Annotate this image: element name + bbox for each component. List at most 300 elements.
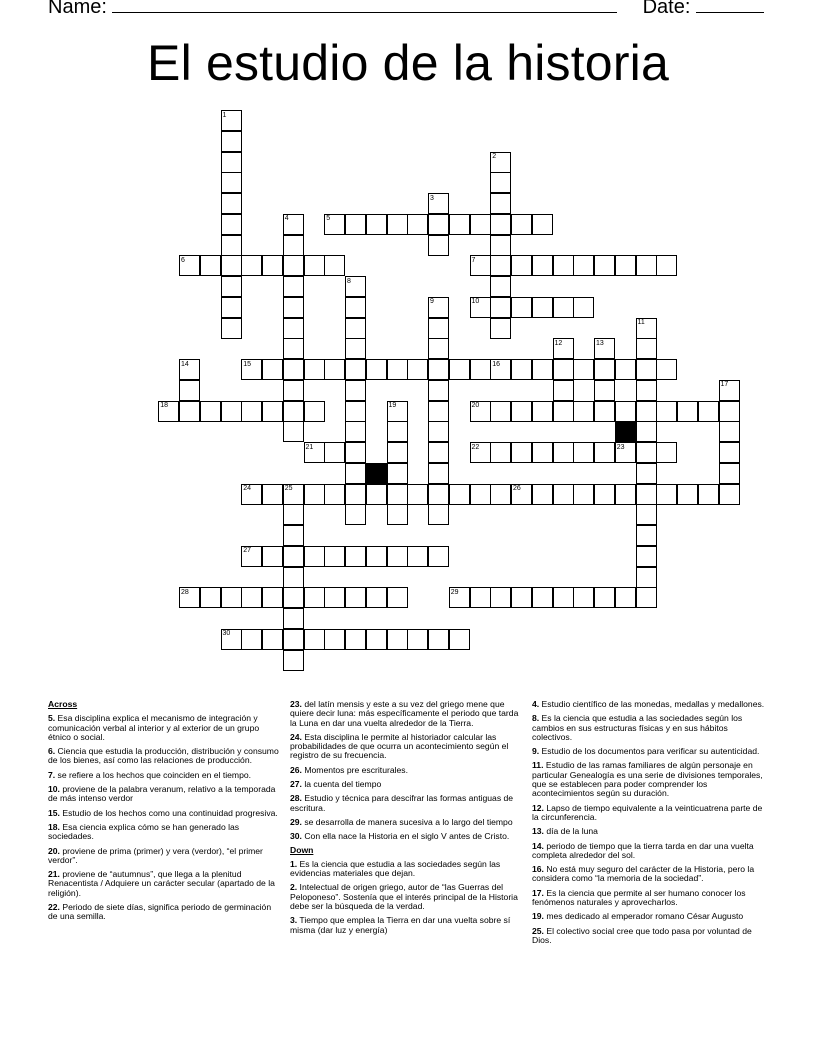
clue-text: Intelectual de origen griego, autor de “las Guerras del Peloponeso”. Sostenía que el interés principal de la Historia debe ser la búsqueda de la verdad. (290, 882, 518, 912)
grid-cell[interactable] (283, 276, 304, 297)
across-clue (48, 823, 280, 842)
grid-cell[interactable] (490, 255, 511, 276)
grid-cell[interactable] (573, 297, 594, 318)
clue-number: 12 (554, 339, 563, 347)
down-clue (532, 927, 768, 946)
clue-number: 13 (596, 339, 604, 347)
grid-cell[interactable] (407, 629, 428, 650)
clue-number: 23 (616, 443, 625, 451)
grid-cell[interactable] (283, 587, 304, 608)
grid-cell[interactable] (553, 359, 574, 380)
grid-cell[interactable] (345, 587, 366, 608)
grid-cell[interactable] (490, 587, 511, 608)
clue-number: 4. (532, 699, 540, 709)
grid-cell[interactable] (490, 442, 511, 463)
down-clue (532, 827, 768, 836)
grid-cell[interactable] (324, 359, 345, 380)
grid-cell[interactable] (345, 463, 366, 484)
clue-number: 27. (290, 779, 302, 790)
grid-cell[interactable] (553, 255, 574, 276)
clue-text: Estudio de los documentos para verificar su autenticidad. (539, 746, 760, 757)
clue-number: 29. (290, 816, 302, 827)
grid-cell[interactable] (366, 484, 387, 505)
grid-cell[interactable] (221, 255, 242, 276)
grid-cell[interactable] (636, 359, 657, 380)
grid-cell[interactable] (345, 504, 366, 525)
grid-cell[interactable] (241, 629, 262, 650)
grid-cell[interactable] (656, 255, 677, 276)
grid-cell[interactable] (241, 587, 262, 608)
grid-cell[interactable] (304, 359, 325, 380)
grid-cell[interactable] (283, 525, 304, 546)
grid-cell[interactable] (615, 484, 636, 505)
clue-number: 19 (388, 402, 397, 409)
grid-cell[interactable] (387, 546, 408, 567)
grid-cell[interactable] (283, 421, 304, 442)
grid-cell[interactable] (304, 629, 325, 650)
down-clue (532, 747, 768, 756)
grid-cell[interactable] (283, 401, 304, 422)
grid-cell[interactable] (366, 546, 387, 567)
clue-number: 15 (243, 360, 252, 368)
grid-cell[interactable] (532, 587, 553, 608)
grid-cell[interactable] (428, 338, 449, 359)
grid-cell[interactable] (656, 442, 677, 463)
clue-number: 3. (290, 915, 298, 926)
clue-number: 22 (471, 443, 480, 451)
across-clue (48, 785, 280, 804)
down-clue (532, 865, 768, 884)
clue-number: 14. (532, 840, 544, 851)
grid-cell[interactable] (221, 318, 242, 339)
grid-cell[interactable] (345, 318, 366, 339)
grid-cell[interactable] (304, 484, 325, 505)
grid-cell[interactable] (573, 401, 594, 422)
grid-cell[interactable] (304, 587, 325, 608)
clue-number: 11. (532, 760, 544, 771)
across-heading: Across (48, 699, 78, 709)
grid-cell[interactable] (262, 629, 283, 650)
clue-number: 9. (532, 746, 540, 757)
grid-cell[interactable] (698, 401, 719, 422)
grid-cell[interactable] (428, 629, 449, 650)
clue-number: 12. (532, 802, 544, 813)
grid-cell[interactable] (490, 318, 511, 339)
clue-number: 10. (48, 784, 60, 795)
grid-cell[interactable] (221, 401, 242, 422)
grid-cell[interactable] (387, 484, 408, 505)
grid-cell[interactable] (615, 255, 636, 276)
grid-cell[interactable] (490, 484, 511, 505)
grid-cell[interactable] (428, 235, 449, 256)
grid-cell[interactable] (470, 484, 491, 505)
grid-cell[interactable] (511, 214, 532, 235)
across-clue (290, 733, 522, 761)
grid-cell[interactable] (324, 442, 345, 463)
grid-cell[interactable] (387, 214, 408, 235)
grid-cell[interactable] (490, 276, 511, 297)
clue-number: 17. (532, 887, 544, 898)
grid-cell[interactable] (366, 587, 387, 608)
grid-cell[interactable] (366, 629, 387, 650)
grid-cell[interactable] (490, 172, 511, 193)
grid-cell[interactable] (407, 214, 428, 235)
clue-text: día de la luna (543, 826, 598, 837)
grid-cell[interactable] (490, 214, 511, 235)
grid-cell[interactable] (636, 525, 657, 546)
grid-cell[interactable] (656, 484, 677, 505)
clue-number: 7. (48, 769, 56, 780)
clue-number: 6 (181, 256, 185, 264)
grid-cell[interactable] (221, 152, 242, 173)
grid-cell[interactable] (615, 401, 636, 422)
clue-text: Esa disciplina explica el mecanismo de integración y comunicación verbal al interior y al exterior de un grupo étnico o social. (48, 713, 260, 742)
grid-cell[interactable] (283, 650, 304, 671)
grid-cell[interactable] (449, 359, 470, 380)
grid-cell[interactable] (221, 276, 242, 297)
clue-number: 30 (222, 630, 231, 638)
clue-column-3 (532, 700, 768, 950)
clue-number: 18. (48, 821, 60, 832)
across-clue (48, 870, 280, 898)
grid-cell[interactable] (490, 401, 511, 422)
grid-cell[interactable] (719, 401, 740, 422)
grid-cell[interactable] (262, 587, 283, 608)
grid-cell[interactable] (511, 255, 532, 276)
grid-cell[interactable] (719, 442, 740, 463)
grid-cell[interactable] (345, 629, 366, 650)
grid-cell[interactable] (449, 484, 470, 505)
grid-cell[interactable] (407, 484, 428, 505)
grid-cell[interactable] (636, 255, 657, 276)
clue-text: Periodo de siete días, significa periodo de germinación de una semilla. (48, 902, 272, 922)
clue-text: Estudio científico de las monedas, medallas y medallones. (539, 699, 765, 709)
clue-text: periodo de tiempo que la tierra tarda en dar una vuelta completa alrededor del sol. (532, 840, 754, 860)
grid-cell[interactable] (428, 318, 449, 339)
grid-cell[interactable] (636, 567, 657, 588)
across-clue (290, 780, 522, 789)
clue-number: 9 (430, 298, 434, 306)
grid-cell[interactable] (221, 214, 242, 235)
grid-cell[interactable] (221, 131, 242, 152)
grid-cell[interactable] (345, 421, 366, 442)
grid-cell[interactable] (677, 484, 698, 505)
across-clue (290, 818, 522, 827)
clue-number: 24 (243, 485, 252, 492)
grid-cell[interactable] (553, 587, 574, 608)
grid-cell[interactable] (221, 193, 242, 214)
grid-cell[interactable] (615, 587, 636, 608)
clue-number: 25 (284, 485, 293, 492)
grid-cell[interactable] (511, 442, 532, 463)
down-clue (290, 860, 522, 879)
grid-cell[interactable] (532, 442, 553, 463)
clue-number: 4 (284, 215, 289, 223)
grid-cell[interactable] (594, 380, 615, 401)
grid-cell[interactable] (283, 255, 304, 276)
clue-text: Es la ciencia que permite al ser humano conocer los fenómenos naturales y aprovecharlos. (532, 887, 746, 908)
grid-cell[interactable] (428, 442, 449, 463)
grid-cell[interactable] (553, 380, 574, 401)
clue-text: Ciencia que estudia la producción, distribución y consumo de los bienes, así como las relaciones de producción. (48, 746, 279, 766)
grid-cell[interactable] (345, 338, 366, 359)
grid-cell[interactable] (677, 401, 698, 422)
grid-cell[interactable] (636, 401, 657, 422)
grid-cell[interactable] (532, 484, 553, 505)
grid-cell[interactable] (324, 546, 345, 567)
grid-cell[interactable] (283, 359, 304, 380)
grid-cell[interactable] (470, 359, 491, 380)
grid-cell[interactable] (324, 484, 345, 505)
grid-cell[interactable] (636, 380, 657, 401)
grid-cell[interactable] (532, 297, 553, 318)
clue-text: proviene de “autumnus”, que llega a la plenitud Renacentista / Adquiere un carácter secular (apartado de la religión). (48, 869, 275, 898)
grid-cell[interactable] (511, 359, 532, 380)
grid-cell[interactable] (636, 484, 657, 505)
across-clue (48, 747, 280, 766)
grid-cell[interactable] (428, 504, 449, 525)
grid-cell[interactable] (345, 297, 366, 318)
grid-cell[interactable] (532, 401, 553, 422)
grid-cell[interactable] (449, 629, 470, 650)
grid-cell[interactable] (387, 442, 408, 463)
grid-cell[interactable] (490, 297, 511, 318)
clue-number: 14 (181, 360, 189, 368)
grid-cell[interactable] (532, 359, 553, 380)
grid-cell[interactable] (594, 401, 615, 422)
grid-cell[interactable] (511, 587, 532, 608)
grid-cell[interactable] (594, 587, 615, 608)
grid-cell[interactable] (304, 255, 325, 276)
grid-cell[interactable] (573, 484, 594, 505)
grid-cell[interactable] (262, 401, 283, 422)
grid-cell[interactable] (283, 318, 304, 339)
clue-number: 20 (471, 402, 480, 409)
clue-column-1 (48, 700, 280, 927)
grid-cell[interactable] (221, 297, 242, 318)
across-clue (48, 903, 280, 922)
down-clue (532, 912, 768, 921)
grid-cell[interactable] (345, 401, 366, 422)
clue-text: la cuenta del tiempo (301, 779, 382, 790)
clue-number: 17 (720, 381, 729, 389)
grid-cell[interactable] (179, 380, 200, 401)
grid-cell[interactable] (656, 359, 677, 380)
across-clue (48, 809, 280, 818)
grid-cell[interactable] (428, 421, 449, 442)
grid-cell[interactable] (221, 235, 242, 256)
clue-text: mes dedicado al emperador romano César Augusto (543, 911, 744, 922)
grid-cell[interactable] (324, 255, 345, 276)
clue-number: 24. (290, 731, 302, 742)
grid-cell[interactable] (719, 484, 740, 505)
across-clue (48, 771, 280, 780)
clue-text: Tiempo que emplea la Tierra en dar una vuelta sobre sí misma (dar luz y energía) (290, 915, 511, 935)
grid-cell[interactable] (221, 172, 242, 193)
down-clue (532, 761, 768, 798)
grid-cell[interactable] (262, 359, 283, 380)
down-clue (290, 883, 522, 911)
grid-cell[interactable] (594, 255, 615, 276)
black-cell (615, 421, 636, 442)
clue-number: 29 (450, 588, 459, 596)
clue-number: 30. (290, 831, 302, 842)
grid-cell[interactable] (345, 442, 366, 463)
date-label: Date: (642, 0, 691, 18)
clue-number: 28. (290, 793, 302, 804)
grid-cell[interactable] (428, 484, 449, 505)
grid-cell[interactable] (366, 359, 387, 380)
grid-cell[interactable] (470, 587, 491, 608)
grid-cell[interactable] (636, 463, 657, 484)
across-clue (290, 700, 522, 728)
grid-cell[interactable] (345, 214, 366, 235)
grid-cell[interactable] (387, 587, 408, 608)
grid-cell[interactable] (553, 484, 574, 505)
clue-text: proviene de prima (primer) y vera (verdor), “el primer verdor”. (48, 845, 263, 865)
clue-number: 2. (290, 882, 298, 893)
grid-cell[interactable] (283, 546, 304, 567)
clue-number: 13. (532, 826, 544, 837)
grid-cell[interactable] (636, 338, 657, 359)
grid-cell[interactable] (511, 297, 532, 318)
clue-number: 21. (48, 869, 60, 880)
grid-cell[interactable] (200, 587, 221, 608)
grid-cell[interactable] (221, 587, 242, 608)
across-clue (290, 832, 522, 841)
grid-cell[interactable] (283, 297, 304, 318)
grid-cell[interactable] (719, 421, 740, 442)
across-clue (48, 714, 280, 742)
grid-cell[interactable] (304, 546, 325, 567)
name-label: Name: (48, 0, 107, 18)
across-clue (290, 794, 522, 813)
grid-cell[interactable] (387, 359, 408, 380)
grid-cell[interactable] (636, 587, 657, 608)
clue-number: 15. (48, 807, 60, 818)
grid-cell[interactable] (553, 297, 574, 318)
clue-number: 1. (290, 858, 298, 869)
grid-cell[interactable] (428, 359, 449, 380)
grid-cell[interactable] (594, 442, 615, 463)
down-clue (532, 714, 768, 742)
grid-cell[interactable] (304, 401, 325, 422)
grid-cell[interactable] (387, 504, 408, 525)
grid-cell[interactable] (470, 214, 491, 235)
clue-number: 18 (160, 402, 169, 409)
grid-cell[interactable] (573, 587, 594, 608)
grid-cell[interactable] (698, 484, 719, 505)
grid-cell[interactable] (345, 484, 366, 505)
grid-cell[interactable] (283, 567, 304, 588)
grid-cell[interactable] (200, 401, 221, 422)
grid-cell[interactable] (283, 235, 304, 256)
grid-cell[interactable] (262, 484, 283, 505)
across-clue (48, 847, 280, 866)
clue-number: 23. (290, 699, 302, 709)
clue-number: 28 (181, 588, 189, 596)
grid-cell[interactable] (636, 546, 657, 567)
grid-cell[interactable] (345, 380, 366, 401)
clue-text: se refiere a los hechos que coinciden en el tiempo. (55, 769, 252, 780)
grid-cell[interactable] (636, 504, 657, 525)
clue-text: Con ella nace la Historia en el siglo V antes de Cristo. (301, 831, 510, 842)
grid-cell[interactable] (553, 401, 574, 422)
clue-text: proviene de la palabra veranum, relativo a la temporada de más intenso verdor (48, 784, 276, 804)
grid-cell[interactable] (449, 214, 470, 235)
grid-cell[interactable] (428, 214, 449, 235)
grid-cell[interactable] (345, 359, 366, 380)
across-clue (290, 766, 522, 775)
clue-number: 6. (48, 746, 56, 757)
grid-cell[interactable] (594, 484, 615, 505)
grid-cell[interactable] (511, 401, 532, 422)
grid-cell[interactable] (283, 380, 304, 401)
grid-cell[interactable] (594, 359, 615, 380)
grid-cell[interactable] (553, 442, 574, 463)
clue-text: Estudio y técnica para descifrar las formas antiguas de escritura. (290, 793, 514, 813)
clue-number: 3 (430, 194, 434, 202)
grid-cell[interactable] (387, 463, 408, 484)
grid-cell[interactable] (573, 255, 594, 276)
grid-cell[interactable] (283, 504, 304, 525)
clue-number: 27 (243, 547, 252, 555)
grid-cell[interactable] (636, 421, 657, 442)
grid-cell[interactable] (387, 421, 408, 442)
grid-cell[interactable] (262, 255, 283, 276)
clue-number: 5. (48, 713, 56, 724)
grid-cell[interactable] (283, 338, 304, 359)
grid-cell[interactable] (324, 629, 345, 650)
clue-text: El colectivo social cree que todo pasa por voluntad de Dios. (532, 925, 752, 945)
clue-number: 20. (48, 845, 60, 856)
grid-cell[interactable] (407, 359, 428, 380)
grid-cell[interactable] (283, 608, 304, 629)
grid-cell[interactable] (241, 401, 262, 422)
grid-cell[interactable] (345, 546, 366, 567)
grid-cell[interactable] (200, 255, 221, 276)
clue-number: 8. (532, 713, 540, 724)
down-clue (290, 916, 522, 935)
grid-cell[interactable] (179, 401, 200, 422)
grid-cell[interactable] (366, 214, 387, 235)
grid-cell[interactable] (283, 629, 304, 650)
grid-cell[interactable] (241, 255, 262, 276)
grid-cell[interactable] (636, 442, 657, 463)
grid-cell[interactable] (262, 546, 283, 567)
grid-cell[interactable] (324, 587, 345, 608)
grid-cell[interactable] (532, 255, 553, 276)
grid-cell[interactable] (656, 401, 677, 422)
clue-text: Estudio de los hechos como una continuidad progresiva. (59, 807, 278, 818)
grid-cell[interactable] (407, 546, 428, 567)
grid-cell[interactable] (428, 546, 449, 567)
grid-cell[interactable] (615, 359, 636, 380)
grid-cell[interactable] (490, 235, 511, 256)
clue-text: Es la ciencia que estudia a las sociedades según las evidencias materiales que dejan. (290, 858, 501, 879)
down-clue (532, 889, 768, 908)
clue-number: 26. (290, 764, 302, 775)
grid-cell[interactable] (719, 463, 740, 484)
grid-cell[interactable] (428, 401, 449, 422)
grid-cell[interactable] (387, 629, 408, 650)
grid-cell[interactable] (490, 193, 511, 214)
grid-cell[interactable] (428, 463, 449, 484)
grid-cell[interactable] (573, 359, 594, 380)
grid-cell[interactable] (532, 214, 553, 235)
grid-cell[interactable] (573, 442, 594, 463)
grid-cell[interactable] (428, 380, 449, 401)
